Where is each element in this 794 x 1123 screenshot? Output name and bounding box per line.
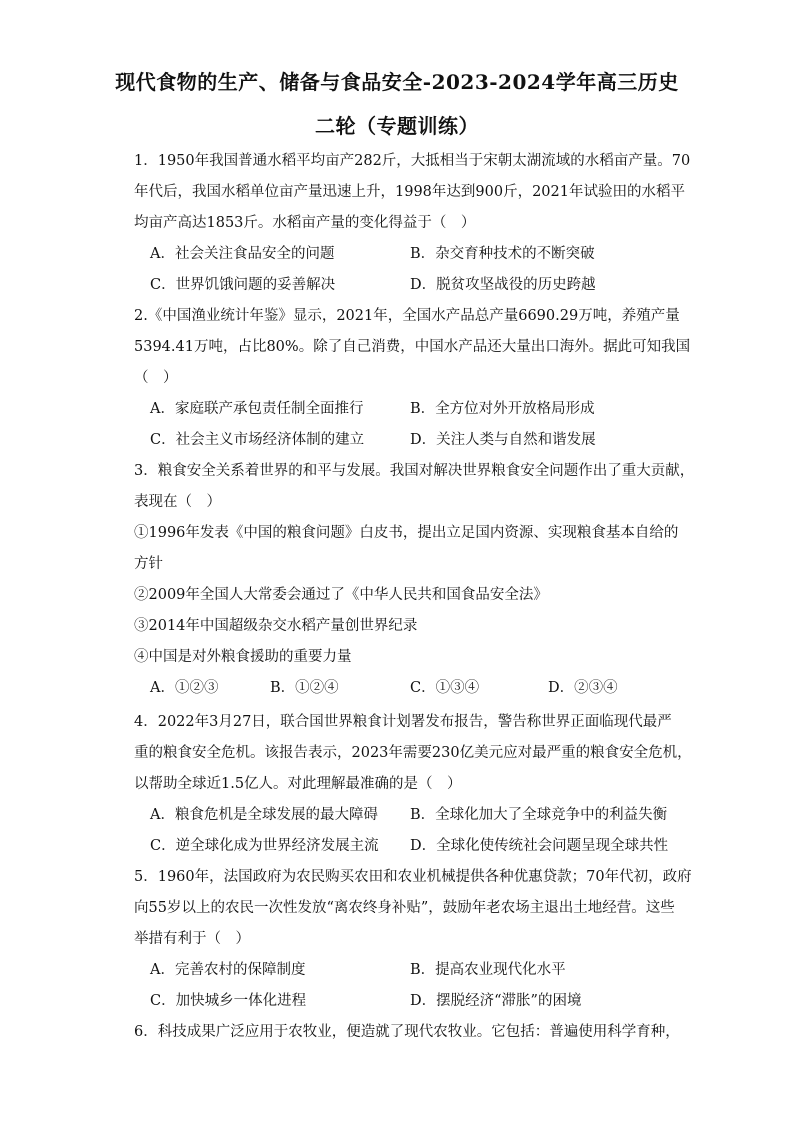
question-5-text-line: 向55岁以上的农民一次性发放“离农终身补贴”，鼓励年老农场主退出土地经营。这些: [134, 900, 675, 916]
question-3-option-a: A．①②③: [150, 680, 219, 696]
question-3-statement: ④中国是对外粮食援助的重要力量: [134, 649, 352, 665]
question-2-text-line: （ ）: [134, 370, 178, 386]
question-1-option-d: D．脱贫攻坚战役的历史跨越: [410, 277, 596, 293]
question-5-option-c: C．加快城乡一体化进程: [150, 993, 307, 1009]
page-title: 现代食物的生产、储备与食品安全-2023-2024学年高三历史: [115, 70, 679, 94]
question-1-text-line: 均亩产高达1853斤。水稻亩产量的变化得益于（ ）: [134, 215, 476, 231]
question-3-statement: ②2009年全国人大常委会通过了《中华人民共和国食品安全法》: [134, 587, 548, 603]
question-5-option-b: B．提高农业现代化水平: [410, 962, 566, 978]
question-2-text-line: 2.《中国渔业统计年鉴》显示，2021年，全国水产品总产量6690.29万吨，养殖产量: [134, 308, 680, 324]
question-1-option-c: C．世界饥饿问题的妥善解决: [150, 277, 336, 293]
question-4-option-a: A．粮食危机是全球发展的最大障碍: [150, 807, 378, 823]
question-4-text-line: 4．2022年3月27日，联合国世界粮食计划署发布报告，警告称世界正面临现代最严: [134, 714, 672, 730]
question-2-option-b: B．全方位对外开放格局形成: [410, 401, 595, 417]
question-3-text-line: 表现在（ ）: [134, 494, 221, 510]
question-4-text-line: 重的粮食安全危机。该报告表示，2023年需要230亿美元应对最严重的粮食安全危机，: [134, 745, 692, 761]
question-3-option-d: D．②③④: [548, 680, 618, 696]
question-5-option-d: D．摆脱经济“滞胀”的困境: [410, 993, 582, 1009]
question-1-option-b: B．杂交育种技术的不断突破: [410, 246, 595, 262]
question-3-statement: ①1996年发表《中国的粮食问题》白皮书，提出立足国内资源、实现粮食基本自给的: [134, 525, 679, 541]
question-2-option-c: C．社会主义市场经济体制的建立: [150, 432, 365, 448]
question-2-option-d: D．关注人类与自然和谐发展: [410, 432, 596, 448]
question-5-text-line: 5．1960年，法国政府为农民购买农田和农业机械提供各种优惠贷款；70年代初，政府: [134, 869, 692, 885]
question-3-text-line: 3．粮食安全关系着世界的和平与发展。我国对解决世界粮食安全问题作出了重大贡献，: [134, 463, 695, 479]
question-4-text-line: 以帮助全球近1.5亿人。对此理解最准确的是（ ）: [134, 776, 462, 792]
question-4-option-c: C．逆全球化成为世界经济发展主流: [150, 838, 379, 854]
question-1-text-line: 年代后，我国水稻单位亩产量迅速上升，1998年达到900斤，2021年试验田的水稻平: [134, 184, 685, 200]
question-5-text-line: 举措有利于（ ）: [134, 931, 250, 947]
question-4-option-d: D．全球化使传统社会问题呈现全球共性: [410, 838, 669, 854]
question-2-text-line: 5394.41万吨，占比80%。除了自己消费，中国水产品还大量出口海外。据此可知我国: [134, 339, 691, 355]
question-1-option-a: A．社会关注食品安全的问题: [150, 246, 335, 262]
question-1-text-line: 1．1950年我国普通水稻平均亩产282斤，大抵相当于宋朝太湖流域的水稻亩产量。70: [134, 153, 691, 169]
page-subtitle: 二轮（专题训练）: [315, 114, 479, 138]
question-3-statement: 方针: [134, 556, 163, 572]
question-3-option-c: C．①③④: [410, 680, 480, 696]
question-5-option-a: A．完善农村的保障制度: [150, 962, 306, 978]
question-4-option-b: B．全球化加大了全球竞争中的利益失衡: [410, 807, 668, 823]
question-6-text-line: 6．科技成果广泛应用于农牧业，便造就了现代农牧业。它包括：普遍使用科学育种，: [134, 1024, 680, 1040]
question-3-statement: ③2014年中国超级杂交水稻产量创世界纪录: [134, 618, 418, 634]
question-3-option-b: B．①②④: [270, 680, 339, 696]
question-2-option-a: A．家庭联产承包责任制全面推行: [150, 401, 364, 417]
